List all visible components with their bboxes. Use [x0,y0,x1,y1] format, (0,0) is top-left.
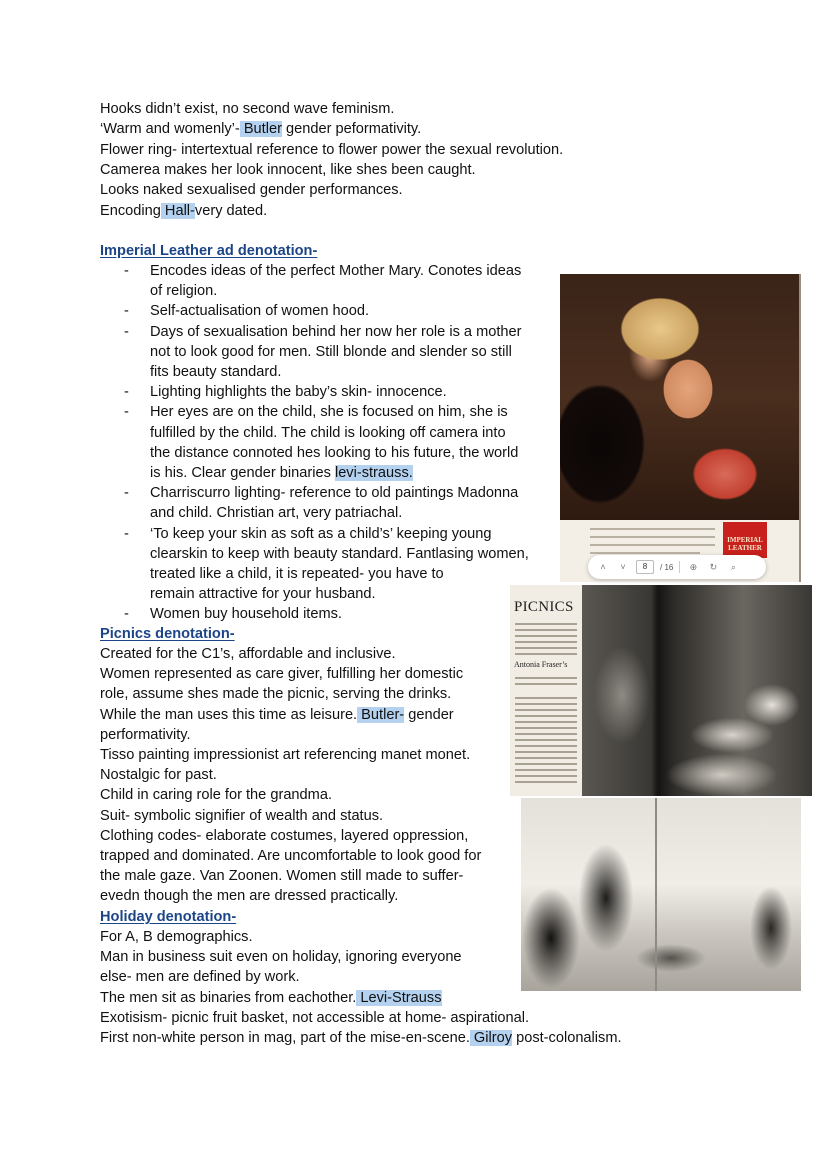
text-segment: the distance connoted hes looking to his future, the world [150,444,519,461]
zoom-in-icon[interactable]: ⊕ [689,561,698,572]
text-segment: remain attractive for your husband. [150,586,376,603]
text-segment: For A, B demographics. [100,929,253,945]
text-segment: Suit- symbolic signifier of wealth and status. [100,807,384,824]
text-segment: Clothing codes- elaborate costumes, layered oppression, [100,827,469,844]
text-segment: While the man uses this time as leisure. [100,706,358,723]
holiday-photo [521,798,801,991]
highlighted-theorist: Levi-Strauss [356,989,442,1006]
bullet-text-line [150,544,529,564]
text-segment: ‘To keep your skin as soft as a child’s’ keeping young [150,525,492,542]
text-segment: Lighting highlights the baby’s skin- innocence. [150,384,447,401]
text-line [100,947,462,967]
text-line [100,160,476,180]
bullet-text-line [150,342,512,362]
picnics-magazine-spread-image [510,585,812,796]
pdf-viewer-toolbar [588,555,766,579]
text-segment: Charriscurro lighting- reference to old paintings Madonna [150,485,519,502]
text-line [100,725,191,745]
bullet-dash: - [124,384,129,401]
text-line [100,180,403,200]
text-line [100,806,383,826]
bullet-text-line [150,322,522,342]
text-segment: Days of sexualisation behind her now her role is a mother [150,323,522,340]
text-segment: The men sit as binaries from eachother. [100,989,357,1006]
imperial-leather-ad-image [560,274,801,582]
text-line [100,886,398,906]
bullet-text-line [150,281,217,301]
text-line [100,705,454,725]
text-line [100,785,332,805]
text-segment: Women buy household items. [150,606,342,623]
text-line [100,826,468,846]
text-segment: fulfilled by the child. The child is looking off camera into [150,424,506,441]
picnics-title: PICNICS [514,599,574,615]
text-line [100,1008,529,1028]
text-line [100,745,470,765]
text-segment: Hooks didn’t exist, no second wave feminism. [100,101,395,117]
picnics-heading: Picnics denotation- [100,626,235,642]
text-line [100,967,300,987]
text-line [100,140,563,160]
bullet-text-line [150,503,402,523]
picnics-author: Antonia Fraser’s [514,660,568,669]
text-segment: Tisso painting impressionist art referencing manet monet. [100,747,471,763]
bullet-dash: - [124,323,129,340]
text-segment: Looks naked sexualised gender performances. [100,182,403,199]
text-segment: Self-actualisation of women hood. [150,303,370,320]
text-segment: gender [404,706,454,723]
text-segment: Her eyes are on the child, she is focused on him, she is [150,404,508,421]
text-segment: Child in caring role for the grandma. [100,787,332,804]
tissot-painting [582,585,812,796]
bullet-text-line [150,443,518,463]
text-segment: is his. Clear gender binaries [150,465,335,481]
text-segment: Camerea makes her look innocent, like shes been caught. [100,161,476,178]
bullet-text-line [150,261,521,281]
text-segment: not to look good for men. Still blonde and slender so still [150,343,512,360]
highlighted-theorist: Butler [239,121,282,138]
highlighted-theorist: Butler- [357,706,405,723]
bullet-text-line [150,423,506,443]
highlighted-theorist: Gilroy [469,1030,513,1046]
text-segment: Man in business suit even on holiday, ignoring everyone [100,949,462,966]
text-segment: Flower ring- intertextual reference to flower power the sexual revolution. [100,141,564,158]
previous-page-icon[interactable]: ˄ [600,562,606,572]
text-segment: and child. Christian art, very patriachal. [150,505,403,522]
page-number-input[interactable]: 8 [636,560,654,574]
bullet-dash: - [124,485,129,502]
bullet-dash: - [124,525,129,542]
text-segment: fits beauty standard. [150,364,282,380]
page-spine [655,798,657,991]
text-line [100,866,463,886]
text-segment: Exotisism- picnic fruit basket, not accessible at home- aspirational. [100,1009,530,1026]
text-line [100,201,267,221]
text-segment: clearskin to keep with beauty standard. Fantlasing women, [150,545,529,562]
text-line [100,765,217,785]
text-line [100,988,442,1008]
highlighted-theorist: Hall- [160,202,195,219]
imperial-leather-logo: IMPERIAL LEATHER [723,522,767,558]
bullet-text-line [150,463,413,483]
text-segment: Women represented as care giver, fulfilling her domestic [100,666,464,683]
search-icon[interactable]: ⌕ [730,561,736,572]
text-line [100,927,253,947]
bullet-dash: - [124,404,129,421]
bullet-text-line [150,362,281,382]
text-segment: performativity. [100,726,191,743]
text-segment: ‘Warm and womenly’- [100,121,240,138]
text-segment: else- men are defined by work. [100,969,300,986]
next-page-icon[interactable]: ˅ [620,562,626,572]
text-segment: Nostalgic for past. [100,767,217,784]
text-segment: Created for the C1’s, affordable and inclusive. [100,646,396,662]
bullet-text-line [150,584,376,604]
text-segment: Encoding [100,202,161,219]
mother-and-child-photo [560,274,801,520]
text-line [100,684,451,704]
imperial-leather-heading: Imperial Leather ad denotation- [100,243,318,259]
text-segment: Encodes ideas of the perfect Mother Mary. Conotes ideas [150,263,522,279]
bullet-text-line [150,524,492,544]
bullet-text-line [150,604,342,624]
text-segment: the male gaze. Van Zoonen. Women still made to suffer- [100,868,464,885]
text-segment: trapped and dominated. Are uncomfortable to look good for [100,848,482,864]
text-line [100,846,481,866]
bullet-text-line [150,382,447,402]
text-segment: gender peformativity. [281,121,422,138]
text-segment: First non-white person in mag, part of the mise-en-scene. [100,1030,470,1046]
text-line [100,1028,622,1048]
bullet-dash: - [124,263,129,279]
total-pages: / 16 [660,562,674,572]
text-segment: treated like a child, it is repeated- you have to [150,566,444,582]
text-line [100,644,396,664]
toolbar-divider [679,561,680,573]
bullet-dash: - [124,303,129,320]
text-segment: evedn though the men are dressed practically. [100,888,399,905]
holiday-magazine-spread-image [521,798,801,991]
text-segment: of religion. [150,283,218,300]
text-line [100,119,421,139]
bullet-dash: - [124,606,129,623]
bullet-text-line [150,402,508,422]
bullet-text-line [150,301,369,321]
text-line [100,664,463,684]
highlighted-theorist: levi-strauss. [334,465,413,481]
text-segment: very dated. [194,202,268,219]
text-segment: role, assume shes made the picnic, serving the drinks. [100,686,452,703]
bullet-text-line [150,564,444,584]
text-line [100,99,394,119]
text-segment: post-colonalism. [512,1030,622,1046]
holiday-heading: Holiday denotation- [100,909,237,925]
bullet-text-line [150,483,518,503]
picnics-text-column [510,585,582,796]
rotate-icon[interactable]: ↻ [709,561,718,572]
